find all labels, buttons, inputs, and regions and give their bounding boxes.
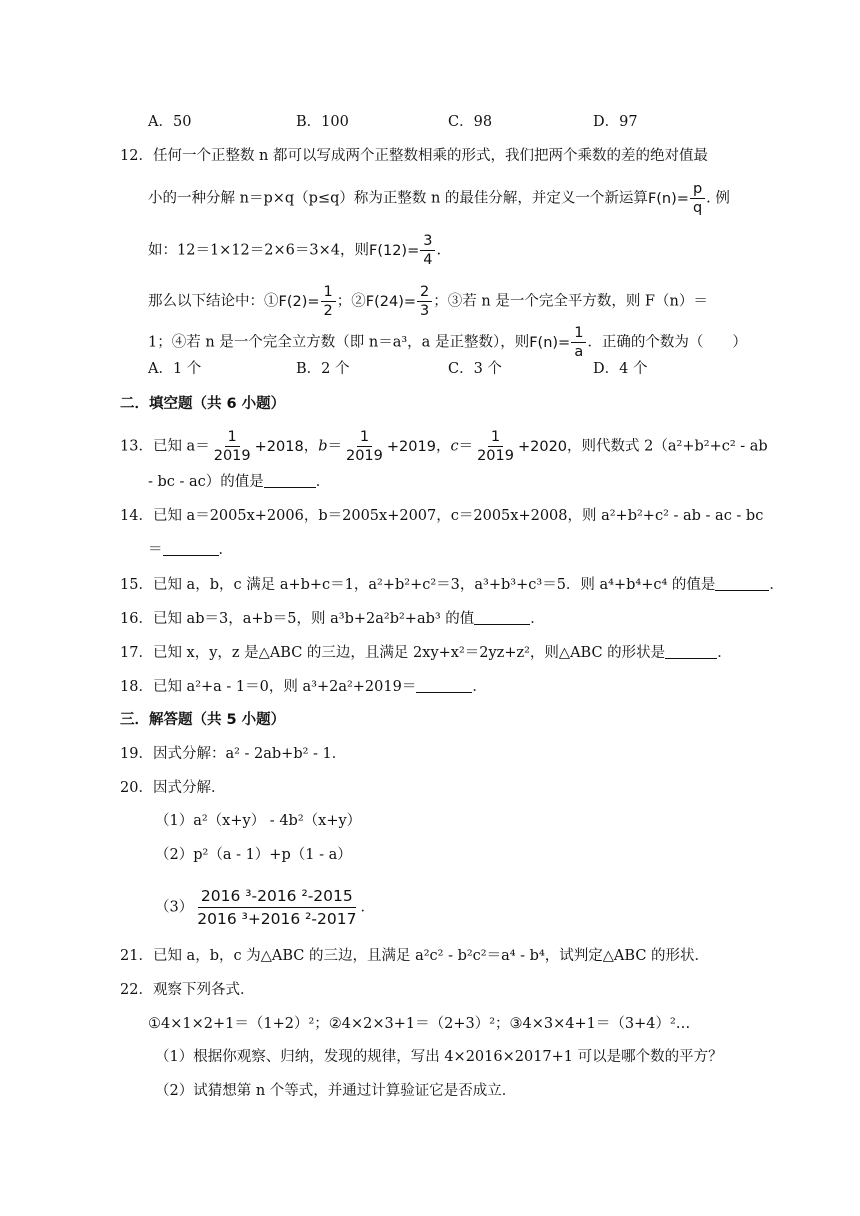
q13-c-formula: $\frac{1}{2019}$ +2020: [477, 429, 568, 464]
q12-claim1-formula: F(2)= $\frac{1}{2}$: [279, 294, 337, 310]
q13-line1b: ，则代数式 2（a²+b²+c² - ab: [567, 438, 768, 455]
section2-heading: 二．填空题（共 6 小题）: [120, 396, 286, 412]
q20-part3: （3） $\frac{\text{2016 ³-2016 ²-2015}}{\text{2016 ³+2016 ²-2017}}$ ．: [155, 887, 375, 928]
q11-option-a: A．50: [148, 114, 192, 130]
q12-option-c: C．3 个: [448, 361, 502, 377]
q16-line: 16．已知 ab＝3，a+b＝5，则 a³b+2a²b²+ab³ 的值 ．: [120, 611, 545, 627]
q15-text: 15．已知 a，b，c 满足 a+b+c＝1，a²+b²+c²＝3，a³+b³+c³＝5．则 a⁴+b⁴+c⁴ 的值是: [120, 577, 716, 593]
q12-example-formula: F(12)= $\frac{3}{4}$: [369, 243, 437, 259]
q19-line: 19．因式分解：a² - 2ab+b² - 1．: [120, 746, 347, 762]
q12-line5: [148, 324, 747, 361]
q13-answer-blank[interactable]: [264, 473, 316, 488]
q20-part2: （2）p²（a - 1）+p（1 - a）: [155, 847, 352, 863]
q22-part1: （1）根据你观察、归纳，发现的规律，写出 4×2016×2017+1 可以是哪个数的平方？: [155, 1049, 723, 1065]
q12-line2: 小的一种分解 n＝p×q（p≤q）称为正整数 n 的最佳分解，并定义一个新运算F(n)= $\frac{p}{q}$ . 例: [148, 181, 730, 216]
q20-part3-numerator: 2016 ³-2016 ²-2015: [198, 885, 356, 908]
q12-line4b: ；②: [336, 293, 366, 310]
q12-line3: 如：12＝1×12＝2×6＝3×4，则F(12)= $\frac{3}{4}$ .: [148, 233, 442, 268]
q12-option-d: D．4 个: [593, 361, 648, 377]
q12-claim4-formula: F(n)= $\frac{1}{a}$: [529, 335, 587, 351]
q20-part3-fraction: [194, 885, 359, 930]
q13-line1: 13．已知 a＝ $\frac{1}{2019}$ +2018，b＝ $\frac{1}{2019}$ +2019，c＝ $\frac{1}{2019}$ +2020，则代数式 2（a²+b²+c² - ab: [120, 429, 768, 464]
q20-part1: （1）a²（x+y） - 4b²（x+y）: [155, 813, 362, 829]
q12-claim2-formula: F(24)= $\frac{2}{3}$: [366, 294, 434, 310]
q18-line: 18．已知 a²+a - 1＝0，则 a³+2a²+2019＝ ．: [120, 679, 487, 695]
q12-line5-text: 1；④若 n 是一个完全立方数（即 n＝a³，a 是正整数），则: [148, 334, 530, 351]
q15-line: 15．已知 a，b，c 满足 a+b+c＝1，a²+b²+c²＝3，a³+b³+c³＝5．则 a⁴+b⁴+c⁴ 的值是 ．: [120, 577, 784, 593]
q16-text: 16．已知 ab＝3，a+b＝5，则 a³b+2a²b²+ab³ 的值: [120, 611, 475, 627]
q20-part3-denominator: 2016 ³+2016 ²-2017: [197, 910, 357, 928]
q18-answer-blank[interactable]: [416, 678, 472, 693]
q22-title: 22．观察下列各式．: [120, 982, 255, 998]
q12-option-b: B．2 个: [296, 361, 350, 377]
q17-text: 17．已知 x，y，z 是△ABC 的三边，且满足 2xy+x²＝2yz+z²，则△ABC 的形状是: [120, 645, 666, 661]
q17-answer-blank[interactable]: [665, 644, 717, 659]
q22-sequence: ①4×1×2+1＝（1+2）²；②4×2×3+1＝（2+3）²；③4×3×4+1＝（3+4）²…: [148, 1016, 691, 1032]
q16-answer-blank[interactable]: [474, 610, 530, 625]
q12-line4: [148, 283, 708, 320]
q11-option-d: D．97: [593, 114, 638, 130]
q20-title: 20．因式分解．: [120, 780, 226, 796]
q14-line2-text: ＝: [148, 542, 163, 558]
q13-line2-text: - bc - ac）的值是: [148, 474, 264, 490]
q12-line5b: ．正确的个数为（ ）: [587, 334, 747, 351]
q12-line4c: ；③若 n 是一个完全平方数，则 F（n）＝: [433, 293, 708, 310]
q13-a-formula: $\frac{1}{2019}$ +2018: [213, 429, 304, 464]
q12-def-formula: F(n)= $\frac{p}{q}$: [648, 191, 706, 207]
q12-line2-text: 小的一种分解 n＝p×q（p≤q）称为正整数 n 的最佳分解，并定义一个新运算: [148, 190, 648, 207]
q11-option-b: B．100: [296, 114, 349, 130]
q17-line: 17．已知 x，y，z 是△ABC 的三边，且满足 2xy+x²＝2yz+z²，则△ABC 的形状是 ．: [120, 645, 732, 661]
q22-part2: （2）试猜想第 n 个等式，并通过计算验证它是否成立．: [155, 1083, 517, 1099]
q13-line1-text: 13．已知 a＝: [120, 438, 210, 455]
q12-line1: 12．任何一个正整数 n 都可以写成两个正整数相乘的形式，我们把两个乘数的差的绝对值最: [120, 148, 709, 164]
q12-line3-text: 如：12＝1×12＝2×6＝3×4，则: [148, 242, 369, 259]
q20-part3-label: （3）: [155, 899, 194, 916]
q12-option-a: A．1 个: [148, 361, 202, 377]
q14-answer-blank[interactable]: [163, 541, 219, 556]
q13-b-formula: $\frac{1}{2019}$ +2019: [345, 429, 436, 464]
section3-heading: 三．解答题（共 5 小题）: [120, 712, 286, 728]
q12-line4-text: 那么以下结论中：①: [148, 293, 279, 310]
q13-line2: - bc - ac）的值是 ．: [148, 474, 331, 490]
q11-option-c: C．98: [448, 114, 493, 130]
q14-line1: 14．已知 a＝2005x+2006，b＝2005x+2007，c＝2005x+2008，则 a²+b²+c² - ab - ac - bc: [120, 508, 764, 524]
q18-text: 18．已知 a²+a - 1＝0，则 a³+2a²+2019＝: [120, 679, 417, 695]
q21-line: 21．已知 a，b，c 为△ABC 的三边，且满足 a²c² - b²c²＝a⁴ - b⁴，试判定△ABC 的形状．: [120, 948, 710, 964]
q14-line2: ＝ ．: [148, 542, 233, 558]
q15-answer-blank[interactable]: [715, 576, 769, 591]
